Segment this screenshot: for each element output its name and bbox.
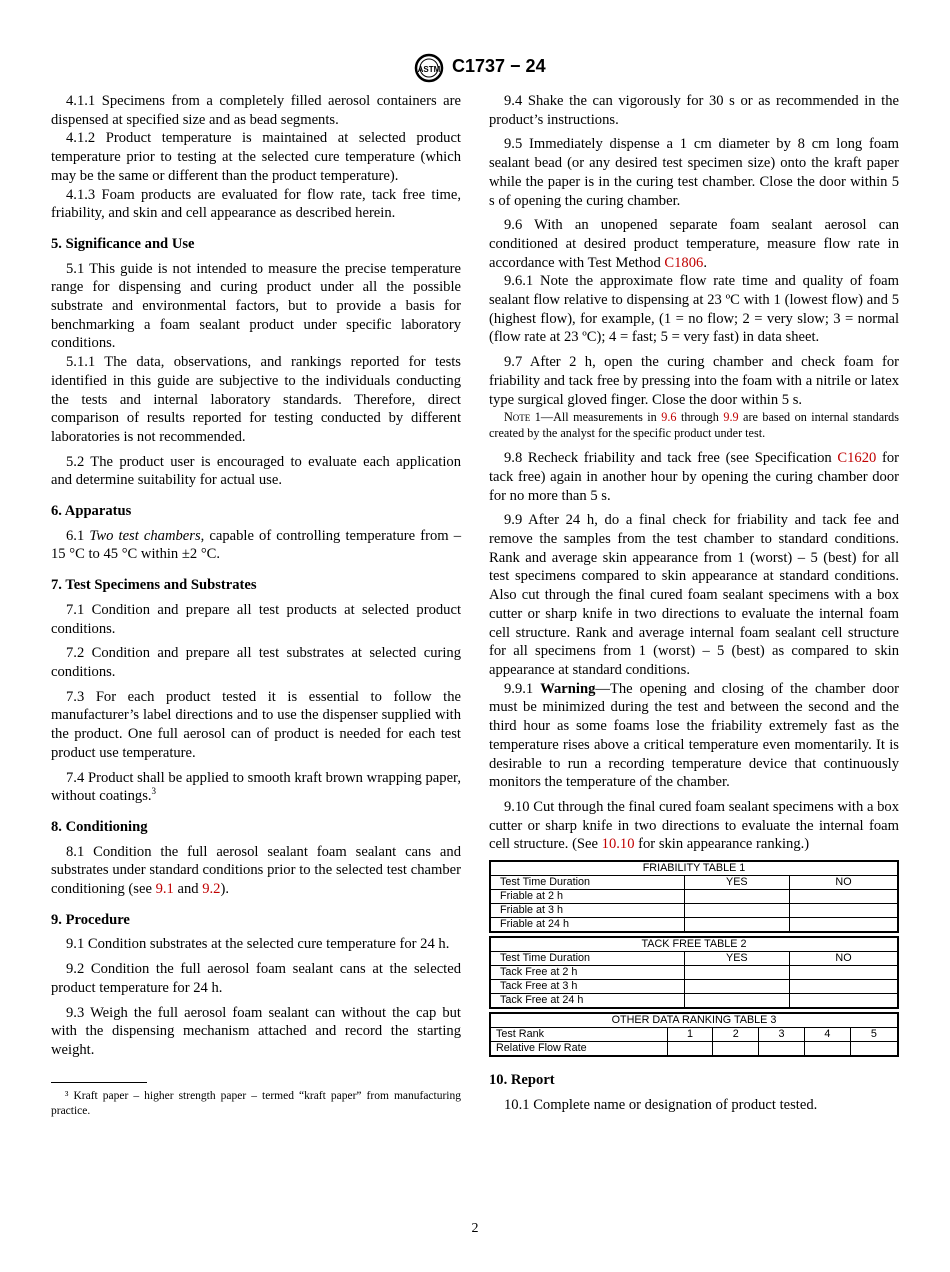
para-7-2: 7.2 Condition and prepare all test substrates at selected curing conditions. <box>51 645 461 680</box>
astm-logo <box>410 52 448 84</box>
para-9-2: 9.2 Condition the full aerosol foam sealant cans at the selected product temperature for 24 h. <box>51 961 461 996</box>
table-cell <box>790 918 898 933</box>
rank-1-header: 1 <box>667 1028 713 1042</box>
table-caption: FRIABILITY TABLE 1 <box>490 861 898 876</box>
rank-5-header: 5 <box>850 1028 898 1042</box>
para-5-1-1: 5.1.1 The data, observations, and rankings reported for tests identified in this guide are subjective to the individuals conducting the tests and internal laboratory standards. Therefore, direct comparison of results reported for testing conducted by different laboratories is not recommended. <box>51 354 461 445</box>
para-9-10-end: for skin appearance ranking.) <box>634 836 810 853</box>
row-label: Tack Free at 24 h <box>490 994 684 1009</box>
note-1-label: Note 1 <box>504 410 541 425</box>
para-7-4-text: 7.4 Product shall be applied to smooth kraft brown wrapping paper, without coatings. <box>51 769 461 805</box>
note-1-end: are based on internal standards created by the analyst for the specific product under test. <box>489 410 899 441</box>
para-8-1-end: ). <box>220 881 229 898</box>
footnote-ref-3[interactable]: 3 <box>151 786 157 797</box>
row-label: Friable at 2 h <box>490 890 684 904</box>
para-8-1-text: 8.1 Condition the full aerosol sealant foam sealant cans and substrates under standard conditions prior to the selected test chamber conditioning (see <box>51 843 461 898</box>
para-4-1-2: 4.1.2 Product temperature is maintained at selected product temperature prior to testing at the selected cure temperature (which may be the same or different than the product temperature). <box>51 130 461 184</box>
para-4-1-3: 4.1.3 Foam products are evaluated for flow rate, tack free time, friability, and skin and cell appearance as described herein. <box>51 186 461 222</box>
para-9-4: 9.4 Shake the can vigorously for 30 s or as recommended in the product’s instructions. <box>489 93 899 128</box>
para-9-9-1-text: —The opening and closing of the chamber door must be minimized during the test and between the second and the third hour as some foams lose the friability extremely fast as the temperature rises above a critical temperature even momentarily. It is desirable to run a recording temperature device that continuously monitors the temperature of the chamber. <box>489 680 899 791</box>
table-cell <box>790 994 898 1009</box>
left-column <box>51 92 461 1119</box>
warning-label: Warning <box>540 680 596 697</box>
section-8-heading: 8. Conditioning <box>51 818 148 835</box>
para-6-1 <box>51 527 461 564</box>
table-header-cell: Test Time Duration <box>490 952 684 966</box>
note-1-through: through <box>676 410 724 425</box>
table-header-row <box>490 952 898 966</box>
logo-lettering: ASTM <box>417 65 441 74</box>
para-9-7: 9.7 After 2 h, open the curing chamber and check foam for friability and tack free by pressing into the foam with a nitrile or latex type surgical gloved finger. Close the door within 5 s. <box>489 354 899 408</box>
tack-free-table <box>489 936 899 1009</box>
rank-4-header: 4 <box>804 1028 850 1042</box>
link-9-2[interactable]: 9.2 <box>202 881 221 898</box>
right-column <box>489 92 899 1120</box>
table-header-cell: YES <box>684 952 789 966</box>
table-cell <box>684 904 789 918</box>
table-row <box>490 1042 898 1057</box>
row-label: Friable at 24 h <box>490 918 684 933</box>
table-row <box>490 890 898 904</box>
para-5-2: 5.2 The product user is encouraged to evaluate each application and determine suitability for actual use. <box>51 453 461 489</box>
section-5-heading: 5. Significance and Use <box>51 235 195 252</box>
section-6-heading: 6. Apparatus <box>51 503 132 520</box>
other-data-ranking-table <box>489 1012 899 1057</box>
para-6-1-term: Two test chambers <box>89 527 201 544</box>
para-9-5: 9.5 Immediately dispense a 1 cm diameter by 8 cm long foam sealant bead (or any desired test specimen size) onto the kraft paper while the paper is in the curing test chamber. Close the door within 5 s of opening the curing chamber. <box>489 136 899 209</box>
friability-table <box>489 860 899 933</box>
rank-3-header: 3 <box>759 1028 805 1042</box>
para-9-3: 9.3 Weigh the full aerosol foam sealant can without the cap but with the dispensing mechanism attached and record the starting weight. <box>51 1004 461 1058</box>
para-9-6 <box>489 216 899 272</box>
para-9-9: 9.9 After 24 h, do a final check for friability and tack fee and remove the samples from the test chamber to standard conditions. Rank and average skin appearance from 1 (worst) – 5 (best) for all test specimens compared to skin appearance at standard conditions. Also cut through the final cured foam sealant specimens with a box cutter or sharp knife in two directions to evaluate the internal foam cell structure. Rank and average internal foam sealant cell structure for all specimens from 1 (worst) – 5 (best) as compared to skin appearance at standard conditions. <box>489 512 899 678</box>
link-9-1[interactable]: 9.1 <box>155 881 174 898</box>
table-row <box>490 966 898 980</box>
section-9-heading: 9. Procedure <box>51 911 130 928</box>
para-9-9-1-number: 9.9.1 <box>504 680 534 697</box>
table-cell <box>790 966 898 980</box>
table-row <box>490 904 898 918</box>
para-9-6-1: 9.6.1 Note the approximate flow rate time and quality of foam sealant flow relative to dispensing at 23 ºC with 1 (lowest flow) and 5 (highest flow), for example, (1 = no flow; 2 = very slow; 3 = normal (flow rate at 23 ºC); 4 = fast; 5 = very fast) in data sheet. <box>489 273 899 346</box>
table-caption: OTHER DATA RANKING TABLE 3 <box>490 1013 898 1028</box>
table-header-cell: Test Rank <box>490 1028 667 1042</box>
table-cell <box>684 918 789 933</box>
table-cell <box>790 890 898 904</box>
para-9-8-end: for tack free) again in another hour by opening the curing chamber door for no more than 5 s. <box>489 450 899 504</box>
row-label: Friable at 3 h <box>490 904 684 918</box>
link-9-9[interactable]: 9.9 <box>723 410 739 425</box>
table-cell <box>790 980 898 994</box>
table-header-cell: Test Time Duration <box>490 876 684 890</box>
section-10-heading: 10. Report <box>489 1072 555 1089</box>
para-9-6-text: 9.6 With an unopened separate foam sealant aerosol can conditioned at desired product temperature, measure flow rate in accordance with Test Method <box>489 217 899 271</box>
link-c1806[interactable]: C1806 <box>664 254 704 271</box>
rank-2-header: 2 <box>713 1028 759 1042</box>
para-8-1-and: and <box>173 881 203 898</box>
table-header-cell: NO <box>790 952 898 966</box>
row-label: Tack Free at 3 h <box>490 980 684 994</box>
row-label: Relative Flow Rate <box>490 1042 667 1057</box>
table-header-cell: NO <box>790 876 898 890</box>
table-row <box>490 994 898 1009</box>
note-1-text: —All measurements in <box>540 410 662 425</box>
footnote-divider <box>51 1082 147 1083</box>
para-9-10-text: 9.10 Cut through the final cured foam sealant specimens with a box cutter or sharp knife in two directions to evaluate the internal foam cell structure. (See <box>489 798 899 853</box>
page-header <box>0 52 950 86</box>
table-cell <box>790 904 898 918</box>
para-7-3: 7.3 For each product tested it is essential to follow the manufacturer’s label directions and to use the dispenser supplied with the product. One full aerosol can of product is needed for each test product use temperature. <box>51 688 461 761</box>
row-label: Tack Free at 2 h <box>490 966 684 980</box>
para-9-9-1 <box>489 680 899 792</box>
page-number: 2 <box>471 1221 479 1236</box>
table-cell <box>667 1042 713 1057</box>
link-10-10[interactable]: 10.10 <box>601 836 635 853</box>
para-7-1: 7.1 Condition and prepare all test products at selected product conditions. <box>51 601 461 637</box>
table-cell <box>713 1042 759 1057</box>
table-cell <box>684 980 789 994</box>
para-9-10 <box>489 798 899 854</box>
table-cell <box>684 994 789 1009</box>
link-c1620[interactable]: C1620 <box>837 450 877 467</box>
table-header-cell: YES <box>684 876 789 890</box>
para-9-1: 9.1 Condition substrates at the selected cure temperature for 24 h. <box>66 936 450 953</box>
footnote-3: ³ Kraft paper – higher strength paper – termed “kraft paper” from manufacturing practice. <box>51 1089 461 1117</box>
table-caption: TACK FREE TABLE 2 <box>490 937 898 952</box>
para-6-1-number: 6.1 <box>66 527 85 544</box>
para-9-8-text: 9.8 Recheck friability and tack free (see Specification <box>504 450 838 467</box>
link-9-6[interactable]: 9.6 <box>661 410 677 425</box>
para-7-4 <box>51 769 461 806</box>
table-header-row <box>490 876 898 890</box>
note-1 <box>489 409 899 441</box>
para-4-1-1: 4.1.1 Specimens from a completely filled aerosol containers are dispensed at specified size and as bead segments. <box>51 93 461 128</box>
table-cell <box>759 1042 805 1057</box>
para-8-1 <box>51 843 461 899</box>
section-7-heading: 7. Test Specimens and Substrates <box>51 577 257 594</box>
table-cell <box>850 1042 898 1057</box>
para-6-1-text: , capable of controlling temperature from –15 °C to 45 °C within ±2 °C. <box>51 527 461 563</box>
para-5-1: 5.1 This guide is not intended to measure the precise temperature range for dispensing and curing product under all the possible substrate and environmental factors, but to provide a basis for benchmarking a foam sealant product under specific laboratory conditions. <box>51 260 461 352</box>
para-10-1: 10.1 Complete name or designation of product tested. <box>504 1096 818 1113</box>
document-designation: C1737 − 24 <box>452 56 546 76</box>
para-9-6-end: . <box>703 254 707 271</box>
table-header-row <box>490 1028 898 1042</box>
table-cell <box>684 966 789 980</box>
table-cell <box>684 890 789 904</box>
para-9-8 <box>489 449 899 505</box>
table-cell <box>804 1042 850 1057</box>
table-row <box>490 918 898 933</box>
table-row <box>490 980 898 994</box>
